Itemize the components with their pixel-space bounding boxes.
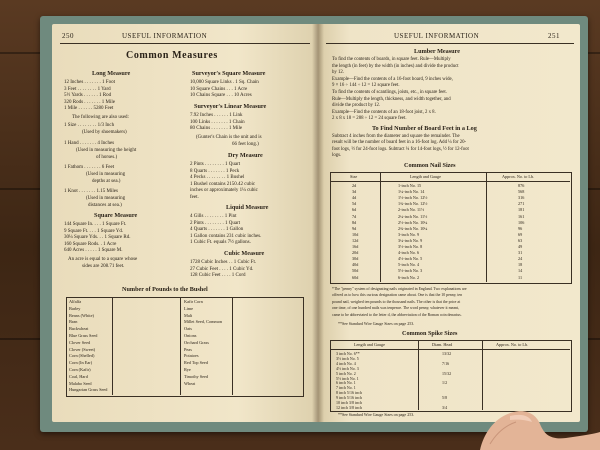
paragraph-line: Example—Find the contents of an 18-foot joist, 2 x 8. — [332, 109, 436, 115]
table-row: Clover Seed — [69, 339, 91, 345]
bushel-table-title: Number of Pounds to the Bushel — [122, 286, 208, 293]
long-measure-row: 1 Mile . . . . . . 5280 Feet — [64, 106, 114, 111]
note-text: (Used in measuring the height — [76, 148, 137, 153]
page-title: Common Measures — [126, 50, 218, 61]
measure-row: 2 Pints . . . . . . . . 1 Quart — [190, 220, 241, 226]
footnote-line: *The "penny" system of designating nails originated in England. Two explanations are — [332, 287, 467, 291]
paragraph-line: 9 × 16 ÷ 144 ÷ 12 = 12 square feet. — [332, 83, 400, 89]
measure-row: 1 Fathom . . . . . . . 6 Feet — [64, 165, 115, 170]
measure-row: feet. — [190, 194, 199, 200]
measure-row: 100 Links . . . . . . . 1 Chain — [190, 119, 245, 125]
table-cell: 4 inch No. 4 — [336, 360, 356, 366]
table-header: Diam. Head — [432, 341, 453, 347]
table-cell: 10 inch 3/8 inch — [336, 400, 362, 405]
table-cell: 568 — [518, 189, 525, 195]
measure-row: 80 Chains . . . . . . . 1 Mile — [190, 126, 243, 131]
table-row: Beans (White) — [69, 312, 94, 318]
footnote-line: came to be abbreviated to the letter d, the abbreviation of the Roman coin denarius. — [332, 312, 462, 317]
table-row: Rye — [184, 367, 191, 372]
measure-row: inches or approximately 1¼ cubic — [190, 188, 258, 193]
table-row: Peas — [184, 346, 192, 352]
note-text: (Used in measuring — [86, 172, 126, 177]
table-row: Buckwheat — [69, 326, 89, 332]
table-header: Size — [350, 173, 358, 179]
table-cell: 5-inch No. 4 — [398, 262, 420, 268]
table-cell: 2½-inch No. 10¼ — [398, 219, 428, 225]
measure-row: 128 Cubic Feet . . . . 1 Cord — [190, 273, 246, 278]
table-cell: 2-inch No. 11½ — [398, 207, 425, 213]
table-cell: 5½ inch No. 1 — [336, 375, 359, 381]
dry-measure-heading: Dry Measure — [228, 152, 263, 159]
table-cell: 3½ inch No. 5 — [336, 355, 359, 361]
paragraph-line: divide the product by 12. — [332, 103, 381, 109]
table-cell: 2¾-inch No. 10¼ — [398, 225, 428, 231]
right-page — [318, 24, 580, 422]
left-page — [52, 24, 318, 422]
table-cell: 3½-inch No. 8 — [398, 244, 423, 249]
measure-row: 1 Bushel contains 2150.42 cubic — [190, 181, 256, 187]
table-cell: 5½-inch No. 3 — [398, 268, 423, 274]
table-row: Oats — [184, 326, 192, 332]
table-row: Hungarian Grass Seed — [69, 387, 108, 393]
table-cell: 7/16 — [442, 360, 450, 366]
measure-row: 1728 Cubic Inches . . 1 Cubic Ft. — [190, 260, 257, 265]
paragraph-line: foot logs, ½ for 24-foot logs. Subtract ¼ for 14-foot logs, ½ for 12-foot — [332, 146, 469, 152]
table-row: Orchard Grass — [184, 339, 209, 345]
table-cell: 1¼-inch No. 14 — [398, 189, 425, 195]
table-cell: 7 inch No. 1 — [336, 385, 356, 391]
table-cell: 10d — [352, 231, 359, 237]
footnote: **See Standard Wire Gauge Sizes on page 253. — [338, 412, 415, 417]
table-cell: 2d — [352, 183, 357, 188]
page-number-right: 251 — [548, 32, 560, 40]
long-measure-row: 12 Inches . . . . . . . 1 Foot — [64, 80, 115, 85]
paragraph-line: Subtract 4 inches from the diameter and square the remainder. The — [332, 134, 460, 139]
note-text: depths at sea.) — [92, 178, 121, 184]
table-cell: 9d — [352, 225, 357, 231]
table-cell: 16d — [352, 244, 359, 249]
table-cell: 20d — [352, 250, 359, 256]
table-cell: 5/8 — [442, 395, 448, 401]
table-row: Potatoes — [184, 353, 199, 359]
note-text: sides are 208.71 feet. — [82, 263, 125, 269]
long-measure-row: 3 Feet . . . . . . . . 1 Yard — [64, 86, 111, 92]
table-cell: 6d — [352, 207, 357, 213]
table-cell: 69 — [518, 231, 523, 237]
table-cell: 13/32 — [442, 351, 452, 356]
square-measure-row: 144 Square In. . . . 1 Square Ft. — [64, 222, 127, 227]
table-cell: 63 — [518, 237, 523, 243]
table-cell: 8 inch 5/16 inch — [336, 390, 362, 396]
running-head-right: USEFUL INFORMATION — [394, 32, 480, 40]
table-cell: 1-inch No. 15 — [398, 183, 422, 188]
table-cell: 3 inch No. 6** — [336, 351, 360, 356]
footnote-line: offered as to how this curious designation came about. One is that the 10 penny, ten — [332, 293, 463, 298]
note-text: 66 feet long.) — [232, 141, 259, 147]
table-cell: 30d — [352, 256, 359, 262]
measure-row: 2 Pints . . . . . . . . 1 Quart — [190, 162, 241, 167]
table-row: Bran — [69, 319, 78, 325]
table-cell: 31 — [518, 250, 523, 256]
measure-row: 27 Cubic Feet . . . . 1 Cubic Yd. — [190, 266, 254, 272]
table-cell: 4-inch No. 6 — [398, 250, 420, 256]
table-row: Wheat — [184, 380, 196, 386]
table-cell: 106 — [518, 219, 525, 225]
square-measure-row: 640 Acres . . . . . 1 Square M. — [64, 248, 123, 253]
table-cell: 876 — [518, 183, 525, 188]
table-row: Kafir Corn — [184, 299, 203, 304]
paragraph-line: Example—Find the contents of a 16-foot board, 9 inches wide, — [332, 76, 453, 82]
nail-table-title: Common Nail Sizes — [404, 162, 456, 169]
table-cell: 50d — [352, 268, 359, 274]
header-rule — [326, 43, 574, 44]
table-row: Coal, Hard — [69, 373, 88, 379]
table-row: Barley — [69, 305, 81, 311]
measure-row: 1 Knot . . . . . . . 1.15 Miles — [64, 189, 118, 194]
paragraph-line: logs. — [332, 153, 342, 159]
thumb-holding-page — [470, 404, 600, 450]
note-text: (Used by shoemakers) — [82, 130, 127, 135]
table-cell: 18 — [518, 262, 523, 268]
paragraph-line: Rule—Multiply the length, thickness, and width together, and — [332, 96, 451, 102]
square-measure-heading: Square Measure — [94, 212, 138, 219]
measure-row: 10 Chains Square . . . 10 Acres — [190, 93, 252, 98]
table-cell: 9 inch 5/16 inch — [336, 395, 362, 401]
measure-row: 1 Cubic Ft. equals 7½ gallons. — [190, 240, 251, 245]
paragraph-line: result will be the number of board feet in a 16-foot log. Add ¼ for 20- — [332, 140, 467, 146]
table-header: Approx. No. to Lb. — [496, 341, 529, 347]
spike-table-title: Common Spike Sizes — [402, 330, 458, 337]
paragraph-line: by 12. — [332, 70, 344, 76]
table-cell: 1/2 — [442, 380, 448, 386]
note-text: (Gunter's Chain is the unit and is — [196, 135, 262, 140]
square-measure-row: 160 Square Rods. . 1 Acre — [64, 241, 117, 247]
measure-row: 1 Size . . . . . . . . 1/3 Inch — [64, 123, 115, 128]
lumber-heading: Lumber Measure — [414, 48, 461, 55]
table-cell: 6 inch No. 1 — [336, 380, 356, 386]
table-cell: 1½-inch No. 12½ — [398, 195, 428, 201]
table-cell: 271 — [518, 201, 525, 207]
table-cell: 4½-inch No. 5 — [398, 256, 423, 262]
table-cell: 12d — [352, 237, 359, 243]
measure-row: 1 Hand . . . . . . . 4 Inches — [64, 141, 115, 146]
page-number-left: 250 — [62, 32, 74, 40]
table-row: Malt — [184, 312, 193, 318]
table-row: Clover (Sweet) — [69, 346, 96, 352]
table-row: Onions — [184, 333, 197, 338]
table-cell: 3-inch No. 9 — [398, 231, 420, 237]
table-cell: 3/4 — [442, 404, 448, 410]
long-measure-row: 5½ Yards . . . . . . 1 Rod — [64, 93, 112, 98]
table-cell: 5d — [352, 201, 357, 207]
measure-row: 4 Gills . . . . . . . . 1 Pint — [190, 214, 237, 219]
table-row: Red Top Seed — [184, 360, 208, 366]
table-row: Corn (Kafir) — [69, 367, 91, 372]
note-text: The following are also used: — [72, 115, 129, 120]
measure-row: 8 Quarts . . . . . . . 1 Peck — [190, 168, 240, 174]
table-cell: 5 inch No. 2 — [336, 370, 356, 376]
footnote: **See Standard Wire Gauge Sizes on page 253. — [338, 321, 415, 326]
running-head-left: USEFUL INFORMATION — [122, 32, 208, 40]
long-measure-heading: Long Measure — [92, 70, 131, 77]
table-row: Lime — [184, 305, 194, 311]
table-cell: 8d — [352, 219, 357, 225]
footnote-line: one time, of one hundred nails was tenpence. The word penny, whatever it meant, — [332, 306, 460, 311]
table-row: Alfalfa — [69, 299, 82, 304]
table-cell: 6-inch No. 2 — [398, 274, 420, 280]
table-cell: 96 — [518, 225, 523, 231]
table-row: Corn (Shelled) — [69, 353, 95, 359]
table-cell: 4½ inch No. 3 — [336, 365, 359, 371]
note-text: An acre is equal to a square whose — [68, 257, 138, 262]
table-cell: 12 inch 3/8 inch — [336, 404, 362, 410]
note-text: (Used in measuring — [86, 196, 126, 201]
long-measure-row: 320 Rods . . . . . . . 1 Mile — [64, 99, 115, 105]
paragraph-line: To find the contents of scantlings, joists, etc., in square feet. — [332, 90, 447, 95]
table-cell: 2¼-inch No. 11½ — [398, 213, 428, 219]
table-header: Length and Gauge — [410, 173, 441, 179]
table-row: Malabo Seed — [69, 380, 92, 386]
measure-row: 4 Quarts . . . . . . . 1 Gallon — [190, 227, 244, 232]
table-cell: 1¾-inch No. 12½ — [398, 201, 428, 207]
surveyors-square-heading: Surveyor's Square Measure — [192, 70, 266, 77]
table-cell: 15/32 — [442, 370, 452, 376]
table-header: Length and Gauge — [354, 341, 385, 347]
measure-row: 4 Pecks . . . . . . . . 1 Bushel — [190, 175, 245, 180]
table-row: Blue Grass Seed — [69, 333, 98, 338]
table-cell: 60d — [352, 274, 359, 280]
surveyors-linear-heading: Surveyor's Linear Measure — [194, 103, 267, 110]
table-cell: 161 — [518, 213, 525, 219]
measure-row: 10,000 Square Links . 1 Sq. Chain — [190, 80, 259, 85]
measure-row: 10 Square Chains . . . 1 Acre — [190, 86, 248, 92]
header-rule — [60, 43, 310, 44]
table-cell: 40d — [352, 262, 359, 268]
square-measure-row: 30¼ Square Yds. . . 1 Square Rd. — [64, 235, 131, 240]
paragraph-line: 2 x 8 x 18 = 288 ÷ 12 = 24 square feet. — [332, 116, 407, 122]
paragraph-line: the length (in feet) by the width (in inches) and divide the product — [332, 63, 459, 69]
table-cell: 181 — [518, 207, 525, 213]
table-header: Approx. No. to Lb. — [502, 173, 535, 179]
log-heading: To Find Number of Board Feet in a Log — [372, 125, 477, 132]
book-gutter — [312, 24, 324, 422]
measure-row: 7.92 Inches . . . . . . 1 Link — [190, 113, 243, 118]
table-row: Corn (In Ear) — [69, 360, 93, 366]
table-cell: 4d — [352, 195, 357, 201]
footnote-line: pound nail, weighed ten pounds to the thousand nails. The other is that the price at — [332, 299, 461, 304]
table-cell: 316 — [518, 195, 525, 201]
nail-table — [330, 172, 572, 284]
table-cell: 11 — [518, 274, 523, 280]
square-measure-row: 9 Square Ft. . . . 1 Square Yd. — [64, 228, 124, 234]
measure-row: 1 Gallon contains 231 cubic inches. — [190, 233, 262, 239]
cubic-measure-heading: Cubic Measure — [224, 250, 265, 257]
table-cell: 14 — [518, 268, 523, 274]
note-text: distances at sea.) — [88, 202, 122, 208]
table-cell: 24 — [518, 256, 523, 262]
table-cell: 7d — [352, 213, 357, 219]
table-cell: 49 — [518, 244, 523, 249]
table-cell: 3¼-inch No. 9 — [398, 237, 423, 243]
paragraph-line: To find the contents of boards, in square feet. Rule—Multiply — [332, 57, 451, 62]
note-text: of horses.) — [96, 154, 118, 160]
table-row: Timothy Seed — [184, 373, 209, 379]
table-row: Millet Seed, Common — [184, 319, 223, 325]
liquid-measure-heading: Liquid Measure — [226, 204, 269, 211]
table-cell: 3d — [352, 189, 357, 195]
